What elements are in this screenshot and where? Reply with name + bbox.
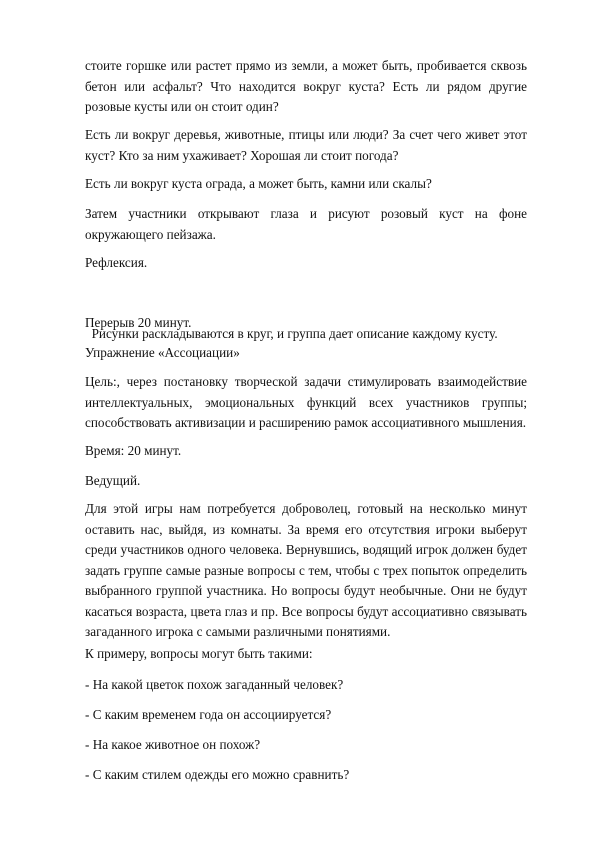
text-line: Перерыв 20 минут. <box>85 315 192 330</box>
text-line: среди участников одного человека. Вернувшись, водящий игрок должен будет <box>85 542 527 557</box>
list-item-question <box>85 765 527 786</box>
paragraph-break <box>85 313 527 334</box>
paragraph-fence-question <box>85 174 527 195</box>
text-line: оставить нас, выйдя, из комнаты. За время его отсутствия игроки выберут <box>85 521 527 537</box>
text-line: выбранного группой участника. Но вопросы будут необычные. Они не будут <box>85 583 527 598</box>
text-line: Рефлексия. <box>85 255 148 270</box>
paragraph-game-rules <box>85 499 527 643</box>
paragraph-rose-bush-location <box>85 56 527 118</box>
paragraph-time <box>85 441 527 462</box>
text-line: - На какое животное он похож? <box>85 737 261 752</box>
text-line: Для этой игры нам потребуется доброволец, готовый на несколько минут <box>85 501 527 516</box>
text-line: Ведущий. <box>85 473 141 488</box>
heading-host <box>85 471 527 492</box>
text-line: стоите горшке или растет прямо из земли, а может быть, пробивается сквозь <box>85 58 527 73</box>
text-line: касаться возраста, цвета глаз и пр. Все вопросы будут ассоциативно связывать <box>85 603 527 619</box>
heading-reflection <box>85 253 527 274</box>
text-line: Есть ли вокруг деревья, животные, птицы или люди? За счет чего живет этот <box>85 127 527 142</box>
paragraph-drawings-circle <box>85 283 527 386</box>
text-line: - С каким временем года он ассоциируется? <box>85 707 332 722</box>
text-line: Рисунки раскладываются в круг, и группа дает описание каждому кусту. <box>85 326 498 341</box>
text-line: загаданного игрока с самыми различными понятиями. <box>85 624 391 639</box>
list-item-question <box>85 705 527 726</box>
text-line: Время: 20 минут. <box>85 443 182 458</box>
list-item-question <box>85 735 527 756</box>
paragraph-surroundings-questions <box>85 125 527 166</box>
text-line: способствовать активизации и расширению рамок ассоциативного мышления. <box>85 415 527 430</box>
text-line: задать группе самые разные вопросы с тем, чтобы с трех попыток определить <box>85 562 527 578</box>
text-line: Упражнение «Ассоциации» <box>85 345 240 360</box>
heading-associations-exercise <box>85 343 527 364</box>
paragraph-drawing-instruction <box>85 204 527 245</box>
text-line: - С каким стилем одежды его можно сравнить? <box>85 767 350 782</box>
text-line: Есть ли вокруг куста ограда, а может быть, камни или скалы? <box>85 176 432 191</box>
text-line: Цель:, через постановку творческой задачи стимулировать взаимодействие <box>85 374 527 389</box>
paragraph-example-intro <box>85 644 527 665</box>
text-line: - На какой цветок похож загаданный человек? <box>85 677 344 692</box>
text-line: куст? Кто за ним ухаживает? Хорошая ли стоит погода? <box>85 147 399 163</box>
text-line: Затем участники открывают глаза и рисуют розовый куст на фоне <box>85 206 527 221</box>
text-line: интеллектуальных, эмоциональных функций всех участников группы; <box>85 394 527 410</box>
text-line: розовые кусты или он стоит один? <box>85 99 279 114</box>
paragraph-goal <box>85 372 527 434</box>
text-line: К примеру, вопросы могут быть такими: <box>85 646 313 661</box>
text-line: окружающего пейзажа. <box>85 226 216 242</box>
text-line: бетон или асфальт? Что находится вокруг куста? Есть ли рядом другие <box>85 78 527 94</box>
list-item-question <box>85 675 527 696</box>
